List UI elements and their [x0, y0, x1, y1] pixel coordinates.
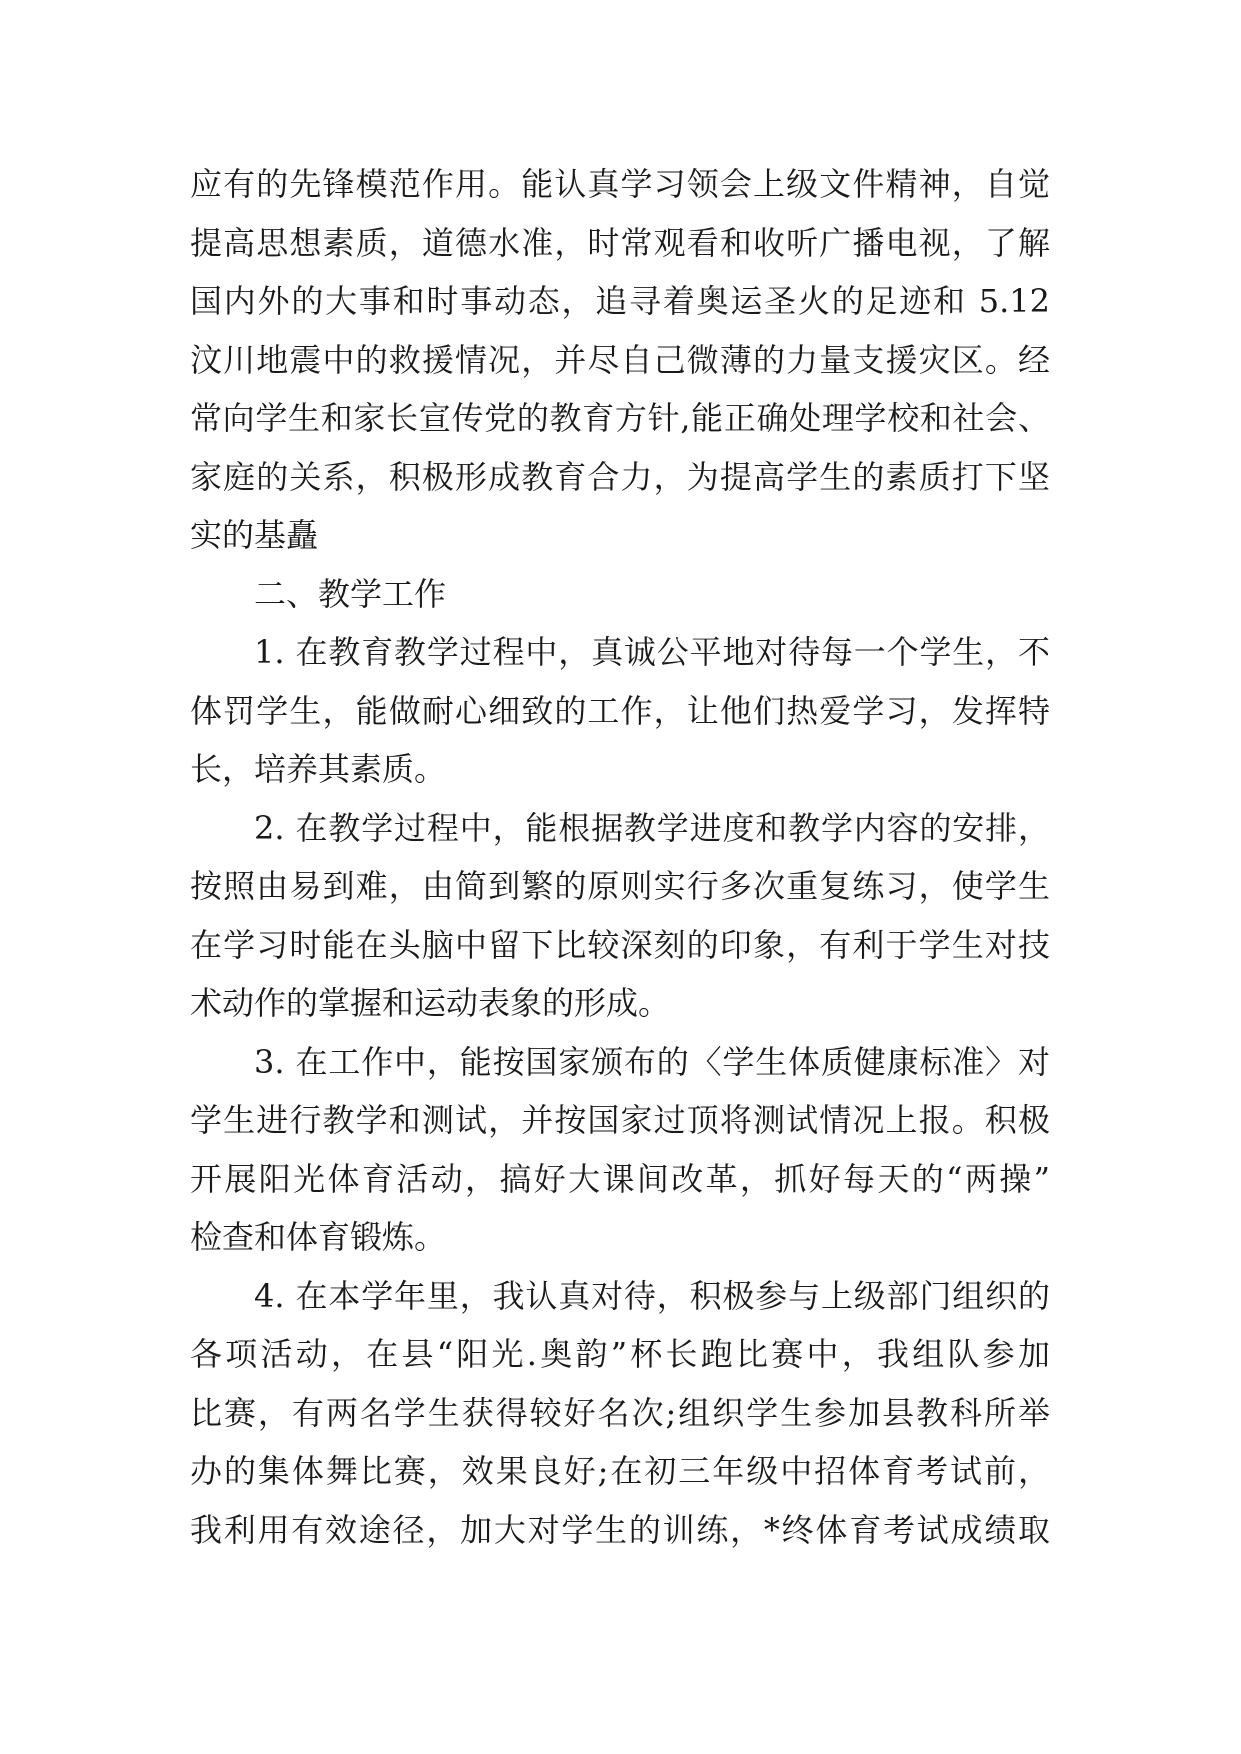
- text-line: 检查和体育锻炼。: [190, 1218, 447, 1256]
- paragraph: [190, 623, 1050, 799]
- text-line: 在学习时能在头脑中留下比较深刻的印象，有利于学生对技: [190, 925, 1050, 964]
- paragraph: [190, 565, 1050, 624]
- text-line: 办的集体舞比赛，效果良好;在初三年级中招体育考试前，: [190, 1452, 1050, 1490]
- text-line: 家庭的关系，积极形成教育合力，为提高学生的素质打下坚: [190, 457, 1050, 496]
- text-line: 体罚学生，能做耐心细致的工作，让他们热爱学习，发挥特: [190, 691, 1050, 730]
- text-line: 开展阳光体育活动，搞好大课间改革，抓好每天的“两操”: [190, 1159, 1050, 1198]
- document-body: [190, 155, 1050, 1559]
- text-line: 1. 在教育教学过程中，真诚公平地对待每一个学生，不: [254, 633, 1050, 671]
- text-line: 我利用有效途径，加大对学生的训练，*终体育考试成绩取: [190, 1510, 1050, 1549]
- text-line: 比赛，有两名学生获得较好名次;组织学生参加县教科所举: [190, 1393, 1050, 1432]
- paragraph: [190, 1267, 1050, 1560]
- text-line: 长，培养其素质。: [190, 750, 447, 788]
- text-line: 二、教学工作: [254, 574, 447, 613]
- paragraph: [190, 799, 1050, 1033]
- text-line: 各项活动，在县“阳光.奥韵”杯长跑比赛中，我组队参加: [190, 1335, 1050, 1373]
- text-line: 汶川地震中的救援情况，并尽自己微薄的力量支援灾区。经: [190, 340, 1050, 379]
- paragraph: [190, 1033, 1050, 1267]
- paragraph: [190, 155, 1050, 565]
- text-line: 提高思想素质，道德水准，时常观看和收听广播电视，了解: [190, 223, 1050, 262]
- text-line: 按照由易到难，由简到繁的原则实行多次重复练习，使学生: [190, 867, 1050, 905]
- text-line: 实的基矗: [190, 516, 319, 554]
- text-line: 国内外的大事和时事动态，追寻着奥运圣火的足迹和 5.12: [190, 282, 1050, 320]
- text-line: 学生进行教学和测试，并按国家过顶将测试情况上报。积极: [190, 1101, 1050, 1139]
- text-line: 2. 在教学过程中，能根据教学进度和教学内容的安排，: [254, 808, 1050, 847]
- text-line: 术动作的掌握和运动表象的形成。: [190, 984, 671, 1022]
- text-line: 常向学生和家长宣传党的教育方针,能正确处理学校和社会、: [190, 399, 1050, 437]
- text-line: 3. 在工作中，能按国家颁布的〈学生体质健康标准〉对: [254, 1042, 1050, 1081]
- text-line: 应有的先锋模范作用。能认真学习领会上级文件精神，自觉: [190, 165, 1050, 203]
- text-line: 4. 在本学年里，我认真对待，积极参与上级部门组织的: [254, 1276, 1050, 1315]
